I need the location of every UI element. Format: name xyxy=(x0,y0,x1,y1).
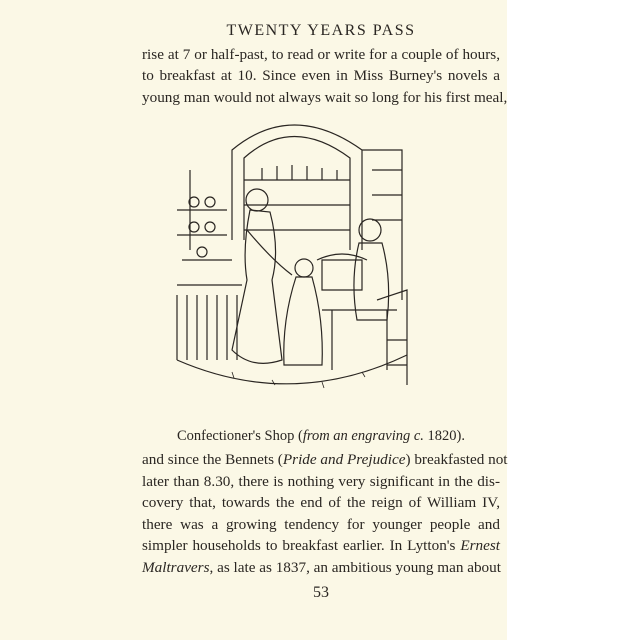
text-line: rise at 7 or half-past, to read or write for a couple of hours, xyxy=(142,46,500,63)
page-number: 53 xyxy=(313,584,329,601)
text: , as late as 1837, an ambitious young man about xyxy=(209,559,501,576)
text-line xyxy=(142,558,500,578)
confectioners-shop-engraving xyxy=(172,110,412,420)
text-line: there was a growing tendency for younger people and xyxy=(142,516,500,533)
text-line: young man would not always wait so long for his first meal, xyxy=(142,89,508,106)
text-line xyxy=(142,536,500,556)
text-line: covery that, towards the end of the reign of William IV, xyxy=(142,494,500,511)
text: and since the Bennets ( xyxy=(142,451,283,468)
running-head: TWENTY YEARS PASS xyxy=(226,22,416,39)
text-line: later than 8.30, there is nothing very significant in the dis- xyxy=(142,473,500,490)
text: simpler households to breakfast earlier. In Lytton's xyxy=(142,537,461,554)
text-line xyxy=(142,450,508,470)
text: ) breakfasted not xyxy=(405,451,508,468)
caption-end: 1820). xyxy=(423,428,466,444)
book-title: Maltravers xyxy=(142,559,210,576)
text-line: to breakfast at 10. Since even in Miss Burney's novels a xyxy=(142,67,500,84)
caption-italic: from an engraving c. xyxy=(302,428,424,444)
illustration-caption xyxy=(142,428,500,445)
book-title: Pride and Prejudice xyxy=(282,451,406,468)
caption-text: Confectioner's Shop ( xyxy=(176,428,303,444)
book-title: Ernest xyxy=(460,537,500,554)
